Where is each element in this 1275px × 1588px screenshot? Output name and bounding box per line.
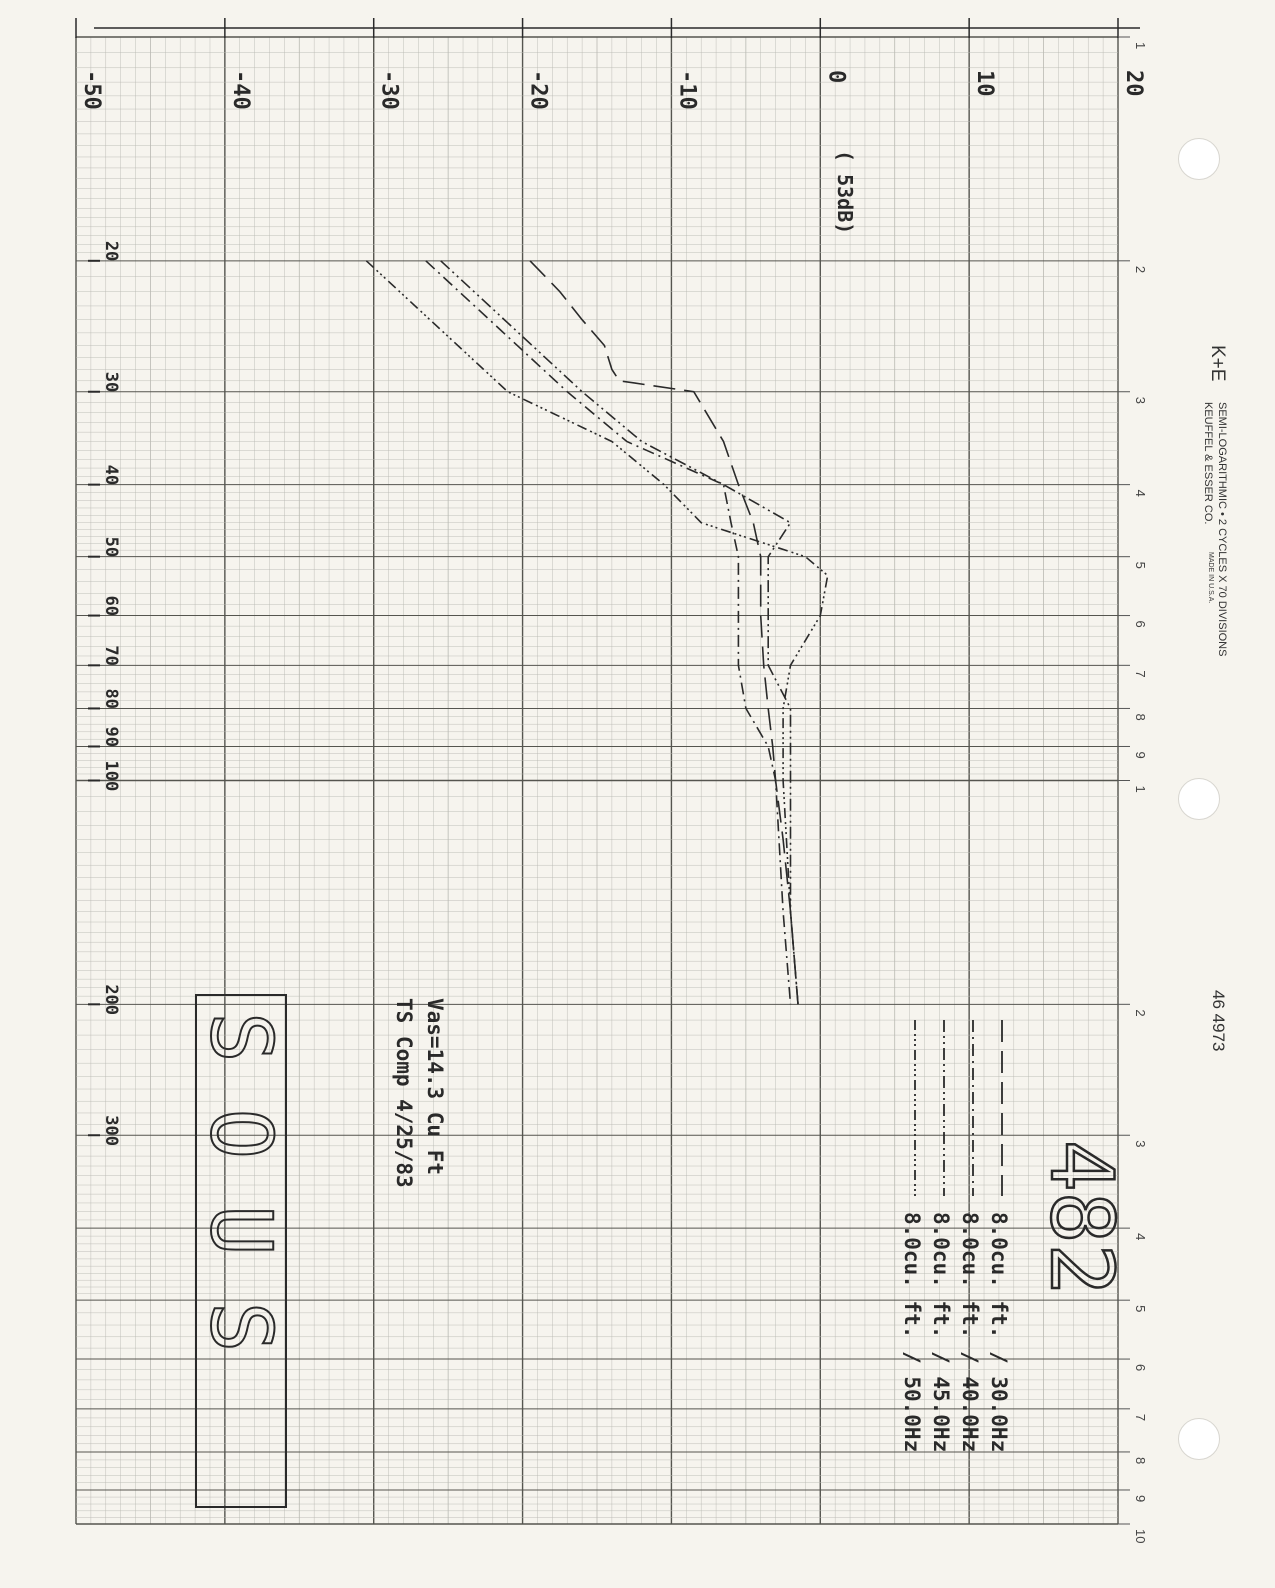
frequency-tick-label: 50 [101,536,121,558]
value-tick-label: 10 [972,70,998,97]
legend-label-4: 8.0cu. ft. / 50.0Hz [900,1212,924,1453]
series-line-3 [441,261,798,1005]
frequency-tick-label: 90 [101,726,121,747]
log-scale-labels [1118,37,1148,1543]
brand-line3: MADE IN U.S.A. [1207,552,1214,604]
legend-label-2: 8.0cu. ft. / 40.0Hz [958,1212,982,1453]
legend-label-1: 8.0cu. ft. / 30.0Hz [987,1212,1011,1453]
punch-hole [1178,1418,1220,1460]
log-scale-label: 1 [1133,42,1148,50]
value-tick-label: 0 [823,70,849,84]
log-scale-label: 3 [1133,1140,1148,1148]
frequency-tick-label: 70 [101,645,121,666]
log-scale-label: 6 [1133,1364,1148,1372]
value-tick-label: -10 [674,70,700,110]
log-scale-label: 9 [1133,1494,1148,1503]
log-scale-label: 7 [1133,1413,1148,1422]
frequency-tick-label: 20 [101,240,121,262]
log-scale-label: 9 [1133,751,1148,759]
catalog-number: 46 4973 [1209,990,1228,1052]
value-tick-label: -20 [525,70,551,110]
legend-label-3: 8.0cu. ft. / 45.0Hz [929,1212,953,1453]
log-scale-label: 8 [1133,1456,1148,1465]
punch-hole [1178,138,1220,180]
frequency-tick-label: 40 [101,464,121,486]
frequency-tick-label: 80 [101,688,121,709]
log-scale-label: 4 [1133,489,1148,497]
value-tick-label: -40 [227,70,253,110]
value-tick-label: 20 [1121,70,1146,97]
frequency-tick-label: 200 [101,984,121,1016]
log-scale-label: 8 [1133,713,1148,721]
frequency-tick-label: 30 [101,371,121,393]
test-note-line2: TS Comp 4/25/83 [392,998,416,1188]
value-tick-label: -30 [376,70,402,110]
brand-line1: SEMI-LOGARITHMIC • 2 CYCLES X 70 DIVISIONS [1216,402,1228,657]
frequency-axis-ticks [88,241,121,1146]
series-line-1 [530,261,798,1005]
value-axis-ticks [79,70,1146,110]
log-scale-label: 2 [1133,1009,1148,1017]
frequency-tick-label: 300 [101,1115,121,1146]
log-scale-label: 6 [1133,620,1148,628]
log-scale-label: 2 [1133,265,1148,274]
punch-hole [1178,778,1220,820]
logo-text: SOUS [192,1012,290,1399]
frequency-tick-label: 60 [101,595,121,617]
log-scale-label: 4 [1133,1233,1148,1241]
log-scale-label: 5 [1133,1305,1148,1313]
test-note-line1: Vas=14.3 Cu Ft [423,998,447,1176]
log-scale-label: 7 [1133,670,1148,678]
reference-annotation: ( 53dB) [833,150,857,235]
brand-line2: KEUFFEL & ESSER CO. [1202,402,1214,525]
log-scale-label: 1 [1133,785,1148,793]
log-scale-label: 10 [1133,1529,1148,1544]
log-scale-label: 5 [1133,561,1148,569]
frequency-tick-label: 100 [101,760,121,792]
top-ruler [76,18,1140,38]
value-tick-label: -50 [79,70,104,110]
model-number: 482 [1031,1140,1131,1296]
log-scale-label: 3 [1133,396,1148,404]
series-line-2 [426,261,791,1005]
brand-logo: K+E [1207,345,1228,382]
